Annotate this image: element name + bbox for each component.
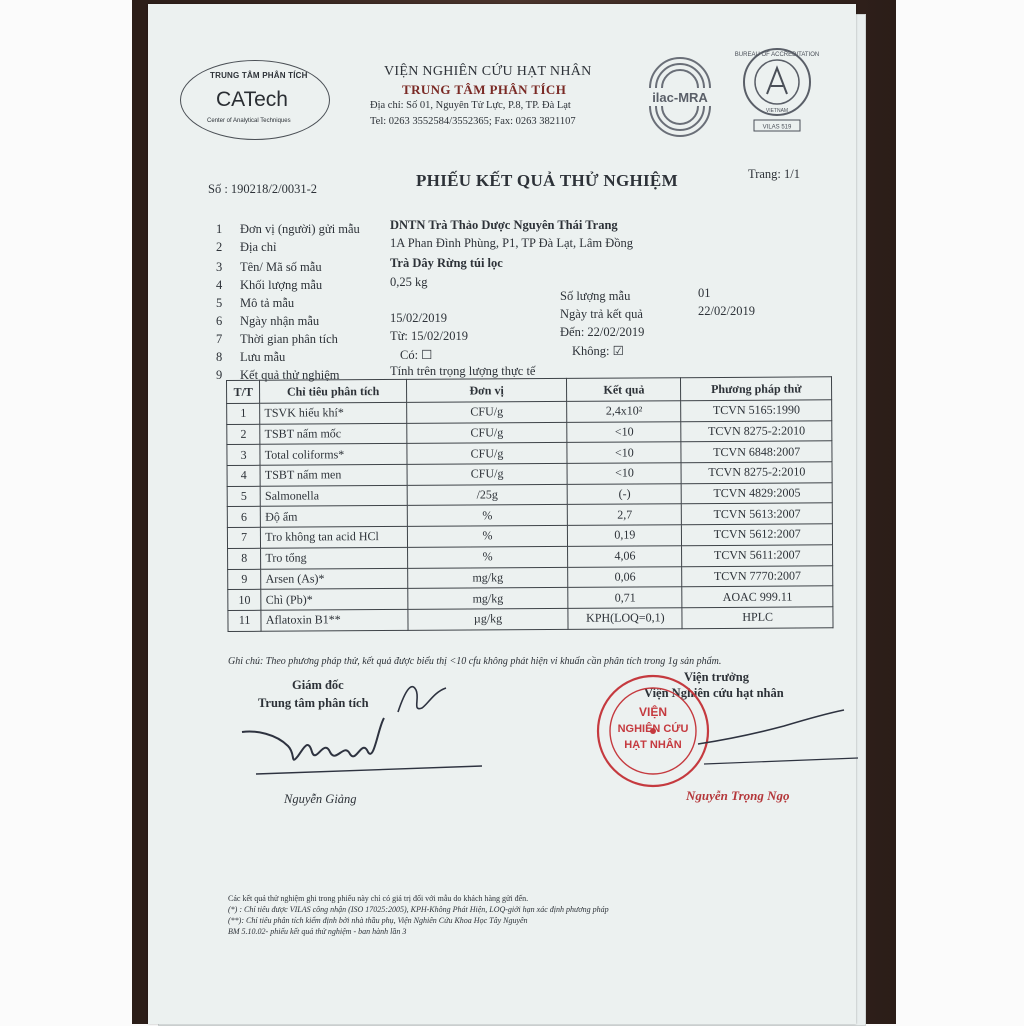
info-no: 4 [216, 278, 223, 292]
left-sign-title: Giám đốc [292, 678, 344, 692]
table-row [228, 607, 833, 631]
info-no: 6 [216, 314, 223, 328]
cell-result: 2,4x10² [567, 401, 681, 422]
info-value: 1A Phan Đình Phùng, P1, TP Đà Lạt, Lâm Đồng [390, 236, 634, 250]
ilac-text: ilac-MRA [652, 90, 708, 105]
document-sheet [148, 4, 856, 1024]
info-label: Đơn vị (người) gửi mẫu [240, 222, 360, 236]
results-table [226, 376, 834, 631]
cell-no: 8 [228, 548, 261, 569]
cell-no: 1 [227, 403, 260, 424]
info-label: Khối lượng mẫu [240, 278, 323, 292]
cell-parameter: Aflatoxin B1** [261, 609, 408, 631]
cell-result: KPH(LOQ=0,1) [568, 608, 682, 629]
center-name: TRUNG TÂM PHÂN TÍCH [402, 82, 567, 97]
cell-result: 4,06 [568, 546, 682, 567]
cell-result: 0,19 [568, 525, 682, 546]
right-signature [694, 704, 864, 779]
stamp-line-2: NGHIÊN CỨU [617, 723, 689, 735]
footer-line: BM 5.10.02- phiếu kết quả thử nghiệm - ban hành lần 3 [228, 927, 407, 936]
cell-method: AOAC 999.11 [682, 586, 833, 608]
cell-parameter: Total coliforms* [260, 444, 407, 466]
cell-parameter: Độ ẩm [261, 506, 408, 528]
cell-result: (-) [567, 483, 681, 504]
info-label: Tên/ Mã số mẫu [240, 260, 322, 274]
cell-no: 11 [228, 610, 261, 631]
address: Địa chỉ: Số 01, Nguyên Tử Lực, P.8, TP. Đà Lạt [370, 100, 571, 111]
left-sign-title-2: Trung tâm phân tích [258, 696, 369, 710]
cell-unit: CFU/g [406, 401, 567, 423]
info-value: Trà Dây Rừng túi lọc [390, 256, 503, 270]
info-value: Tính trên trọng lượng thực tế [390, 364, 536, 378]
institute-name: VIỆN NGHIÊN CỨU HẠT NHÂN [384, 64, 592, 79]
info-no: 7 [216, 332, 223, 346]
cell-result: 2,7 [568, 504, 682, 525]
right-sign-title-2: Viện Nghiên cứu hạt nhân [644, 686, 784, 700]
document-number: Số : 190218/2/0031-2 [208, 182, 318, 196]
cell-unit: CFU/g [407, 463, 568, 485]
info-value: 15/02/2019 [390, 311, 447, 325]
table-note: Ghi chú: Theo phương pháp thử, kết quả được biểu thị <10 cfu không phát hiện vi khuẩn cần phân tích trong 1g sản phẩm. [228, 656, 722, 667]
info-label: Mô tả mẫu [240, 296, 295, 310]
cell-unit: µg/kg [408, 608, 569, 630]
boa-country: VIETNAM [765, 108, 789, 114]
info-label: Lưu mẫu [240, 350, 286, 364]
cell-parameter: TSBT nấm men [260, 464, 407, 486]
cell-no: 4 [227, 465, 260, 486]
cell-parameter: Tro tổng [261, 547, 408, 569]
cell-no: 2 [227, 424, 260, 445]
stamp-line-1: VIỆN [638, 705, 668, 719]
footer-line: (**): Chỉ tiêu phân tích kiểm định bởi nhà thầu phụ, Viện Nghiên Cứu Khoa Học Tây Nguyên [228, 916, 528, 925]
cell-unit: CFU/g [407, 443, 568, 465]
cell-no: 9 [228, 569, 261, 590]
cell-result: 0,06 [568, 566, 682, 587]
cell-method: HPLC [682, 607, 833, 629]
info-no: 3 [216, 260, 223, 274]
cell-unit: mg/kg [408, 588, 569, 610]
cell-method: TCVN 5165:1990 [681, 400, 832, 422]
info-no: 1 [216, 222, 223, 236]
cell-result: 0,71 [568, 587, 682, 608]
footer-line: Các kết quả thử nghiệm ghi trong phiếu này chỉ có giá trị đối với mẫu do khách hàng gửi đến. [228, 894, 529, 903]
info-value: Có: ☐ [400, 348, 433, 362]
analysis-end: Đến: 22/02/2019 [560, 325, 645, 339]
info-value: 0,25 kg [390, 275, 428, 289]
sample-qty-label: Số lượng mẫu [560, 289, 631, 303]
boa-accreditation-logo [734, 46, 820, 136]
cell-parameter: TSBT nấm mốc [260, 423, 407, 445]
storage-no: Không: ☑ [572, 344, 624, 358]
left-signature [236, 668, 486, 785]
info-no: 5 [216, 296, 223, 310]
info-value: DNTN Trà Thảo Dược Nguyên Thái Trang [390, 218, 618, 232]
boa-ring-text: BUREAU OF ACCREDITATION [734, 52, 820, 58]
left-signer-name: Nguyễn Giảng [284, 792, 357, 806]
cell-method: TCVN 4829:2005 [682, 483, 833, 505]
right-sign-title: Viện trưởng [684, 670, 749, 684]
cell-no: 10 [228, 589, 261, 610]
cell-method: TCVN 8275-2:2010 [681, 462, 832, 484]
info-label: Địa chỉ [240, 240, 277, 254]
sample-qty-value: 01 [698, 286, 711, 300]
cell-parameter: Tro không tan acid HCl [261, 527, 408, 549]
cell-unit: % [407, 526, 568, 548]
stamp-line-3: HẠT NHÂN [624, 739, 682, 751]
cell-unit: % [407, 546, 568, 568]
column-header: Kết quả [567, 378, 681, 402]
cell-parameter: Salmonella [260, 485, 407, 507]
cell-parameter: Arsen (As)* [261, 568, 408, 590]
column-header: Phương pháp thử [681, 377, 832, 401]
logo-name: CATech [216, 88, 288, 111]
cell-unit: % [407, 505, 568, 527]
right-signer-name: Nguyễn Trọng Ngọ [686, 788, 790, 803]
catech-logo [180, 60, 330, 140]
boa-code: VILAS 519 [762, 124, 792, 131]
info-no: 9 [216, 368, 223, 382]
cell-method: TCVN 5613:2007 [682, 503, 833, 525]
cell-unit: mg/kg [407, 567, 568, 589]
info-label: Thời gian phân tích [240, 332, 338, 346]
cell-unit: /25g [407, 484, 568, 506]
column-header: T/T [227, 380, 260, 403]
return-date-value: 22/02/2019 [698, 304, 755, 318]
logo-subtitle: Center of Analytical Techniques [207, 118, 291, 124]
cell-method: TCVN 5611:2007 [682, 545, 833, 567]
page-number: Trang: 1/1 [748, 167, 800, 181]
cell-parameter: TSVK hiếu khí* [260, 402, 407, 424]
logo-top-text: TRUNG TÂM PHÂN TÍCH [210, 71, 308, 80]
cell-unit: CFU/g [407, 422, 568, 444]
cell-result: <10 [567, 463, 681, 484]
cell-parameter: Chì (Pb)* [261, 589, 408, 611]
cell-no: 7 [227, 527, 260, 548]
cell-no: 5 [227, 486, 260, 507]
phone-fax: Tel: 0263 3552584/3552365; Fax: 0263 3821107 [370, 116, 576, 127]
info-no: 2 [216, 240, 223, 254]
info-value: Từ: 15/02/2019 [390, 329, 468, 343]
footer-line: (*) : Chỉ tiêu được VILAS công nhận (ISO 17025:2005), KPH-Không Phát Hiện, LOQ-giới hạn xác định phương pháp [228, 905, 609, 914]
ilac-mra-logo [636, 48, 724, 136]
column-header: Đơn vị [406, 378, 567, 402]
cell-method: TCVN 6848:2007 [681, 441, 832, 463]
info-no: 8 [216, 350, 223, 364]
info-label: Kết quả thử nghiệm [240, 368, 340, 382]
cell-method: TCVN 8275-2:2010 [681, 420, 832, 442]
column-header: Chỉ tiêu phân tích [260, 379, 407, 403]
info-label: Ngày nhận mẫu [240, 314, 320, 328]
cell-method: TCVN 7770:2007 [682, 565, 833, 587]
cell-result: <10 [567, 442, 681, 463]
page-title: PHIẾU KẾT QUẢ THỬ NGHIỆM [416, 171, 678, 190]
return-date-label: Ngày trả kết quả [560, 307, 643, 321]
cell-result: <10 [567, 421, 681, 442]
cell-method: TCVN 5612:2007 [682, 524, 833, 546]
cell-no: 6 [227, 507, 260, 528]
cell-no: 3 [227, 445, 260, 466]
